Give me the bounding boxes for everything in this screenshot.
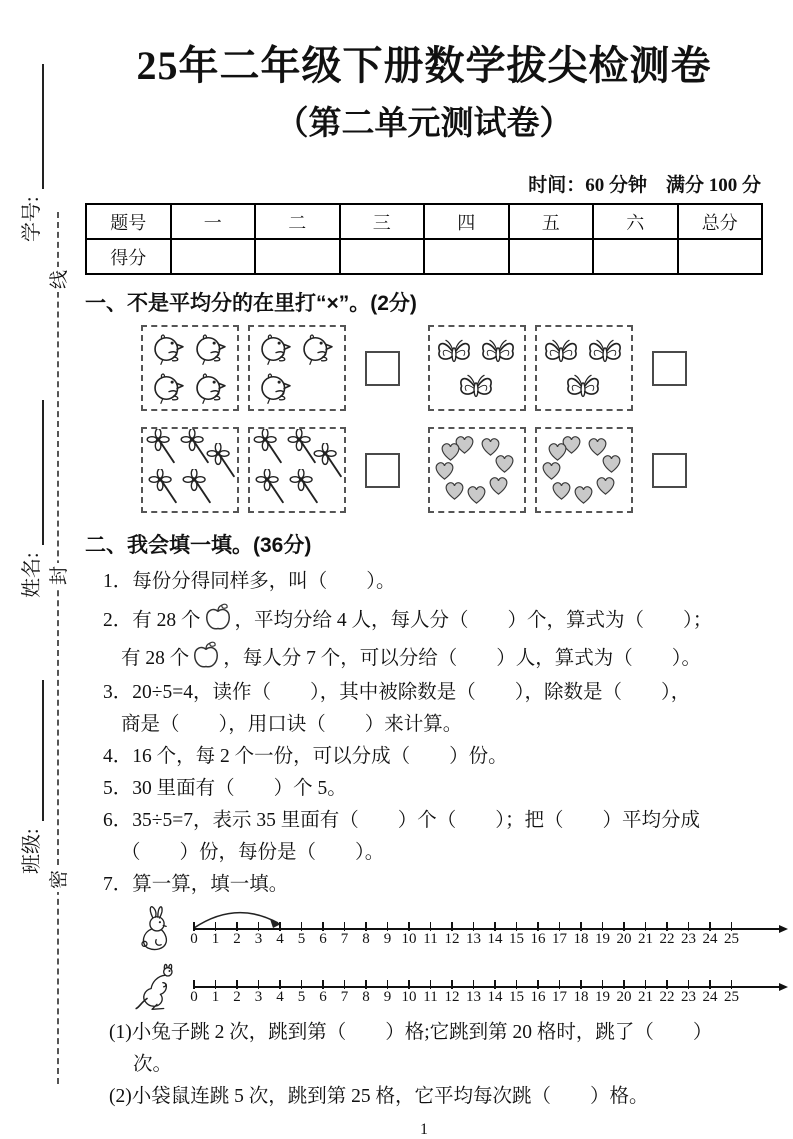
answer-box-birds [365, 351, 400, 386]
score-cell [255, 239, 340, 274]
number-line-tick: 3 [258, 973, 280, 1009]
heart-icon [443, 479, 466, 502]
number-line-tick: 2 [236, 915, 258, 951]
dashed-box-pinwheels-2 [248, 427, 346, 513]
student-name-blank [21, 400, 44, 545]
score-table-header-cell: 三 [340, 204, 425, 239]
number-line-tick: 8 [365, 915, 387, 951]
number-line-tick: 4 [279, 973, 301, 1009]
score-cell [424, 239, 509, 274]
score-cell [509, 239, 594, 274]
bird-icon [151, 370, 187, 406]
heart-icon [487, 474, 510, 497]
number-line-tick: 16 [537, 915, 559, 951]
score-table-header-cell: 五 [509, 204, 594, 239]
butterfly-icon [480, 334, 516, 370]
number-line-tick: 21 [645, 915, 667, 951]
apple-icon [203, 603, 233, 633]
number-line-tick: 21 [645, 973, 667, 1009]
page-title: 25年二年级下册数学拔尖检测卷 [136, 43, 712, 88]
number-line-tick: 22 [666, 915, 688, 951]
number-line-tick: 18 [580, 915, 602, 951]
sprite-row-2 [141, 427, 763, 513]
number-line-tick: 12 [451, 973, 473, 1009]
number-line-tick: 24 [709, 973, 731, 1009]
heart-icon [550, 479, 573, 502]
number-line-tick: 1 [215, 915, 237, 951]
number-line-tick: 6 [322, 973, 344, 1009]
question-2-line-1-pre: 2．有 28 个 [103, 610, 201, 631]
student-name-field [16, 400, 44, 598]
score-table-header-row [86, 204, 762, 239]
rabbit-icon [131, 903, 183, 953]
number-line-tick: 18 [580, 973, 602, 1009]
dashed-box-butterflies-2 [535, 325, 633, 411]
bird-icon [258, 331, 294, 367]
score-table-header-cell: 四 [424, 204, 509, 239]
seal-char-mi: 密 [46, 867, 73, 892]
number-line-kangaroo-track [190, 973, 767, 1009]
score-table-header-cell: 六 [593, 204, 678, 239]
number-line-tick: 3 [258, 915, 280, 951]
bird-icon [193, 370, 229, 406]
question-2-line-2-post: ，每人分 7 个，可以分给（ ）人，算式为（ ）。 [223, 648, 702, 669]
number-line-rabbit-track [190, 915, 767, 951]
dashed-box-birds-1 [141, 325, 239, 411]
number-line-tick: 17 [559, 915, 581, 951]
number-line-rabbit-track-wrap [190, 915, 767, 951]
number-line-tick: 5 [301, 973, 323, 1009]
number-line-tick: 7 [344, 973, 366, 1009]
number-line-tick: 5 [301, 915, 323, 951]
seal-dashed-line [57, 212, 59, 1084]
score-cell [340, 239, 425, 274]
sprite-group-pinwheels [141, 427, 400, 513]
question-7-sub-1-line-2: 次。 [133, 1054, 173, 1075]
number-line-tick: 20 [623, 973, 645, 1009]
student-name-label: 姓名: [21, 552, 43, 598]
answer-box-hearts [652, 453, 687, 488]
number-line-tick: 14 [494, 973, 516, 1009]
page-number: 1 [420, 1121, 428, 1138]
score-cell [593, 239, 678, 274]
exam-paper [85, 0, 763, 1139]
student-class-field [16, 680, 44, 874]
score-table [85, 203, 763, 275]
score-cell [171, 239, 256, 274]
number-line-tick: 15 [516, 915, 538, 951]
score-label-cell: 得分 [86, 239, 171, 274]
number-line-tick: 20 [623, 915, 645, 951]
pinwheel-icon [254, 469, 289, 504]
number-line-tick: 7 [344, 915, 366, 951]
number-line-tick: 15 [516, 973, 538, 1009]
question-6-line-1: 6．35÷5=7，表示 35 里面有（ ）个（ ）；把（ ）平均分成 [103, 810, 700, 831]
pinwheel-icon [252, 429, 287, 464]
number-line-tick: 2 [236, 973, 258, 1009]
number-line-tick: 13 [473, 973, 495, 1009]
score-table-score-row [86, 239, 762, 274]
pinwheel-icon [288, 469, 323, 504]
score-table-header-cell: 总分 [678, 204, 763, 239]
score-table-header-cell: 二 [255, 204, 340, 239]
question-7-sub-1-line-1: (1)小兔子跳 2 次，跳到第（ ）格;它跳到第 20 格时，跳了（ ） [109, 1022, 713, 1043]
student-class-label: 班级: [21, 828, 43, 874]
number-line-kangaroo-track-wrap [190, 973, 767, 1009]
number-line-tick: 16 [537, 973, 559, 1009]
bird-icon [151, 331, 187, 367]
question-3-line-2: 商是（ ），用口诀（ ）来计算。 [121, 714, 463, 735]
question-2-line-2 [121, 637, 763, 675]
question-6-line-2: （ ）份，每份是（ ）。 [121, 842, 385, 863]
sprite-group-hearts [428, 427, 687, 513]
answer-box-butterflies [652, 351, 687, 386]
butterfly-icon [543, 334, 579, 370]
number-line-tick: 10 [408, 915, 430, 951]
number-line-tick: 19 [602, 915, 624, 951]
number-line-tick: 14 [494, 915, 516, 951]
dashed-box-hearts-2 [535, 427, 633, 513]
sprite-group-butterflies [428, 325, 687, 411]
heart-icon [493, 452, 516, 475]
student-id-field [16, 64, 44, 242]
seal-char-line: 线 [46, 267, 73, 292]
number-line-tick: 23 [688, 915, 710, 951]
number-line-rabbit [131, 907, 763, 957]
number-line-tick: 25 [731, 915, 753, 951]
student-id-label: 学号: [21, 196, 43, 242]
number-line-tick: 11 [430, 915, 452, 951]
number-line-tick: 22 [666, 973, 688, 1009]
bird-icon [193, 331, 229, 367]
number-line-tick: 11 [430, 973, 452, 1009]
butterfly-icon [587, 334, 623, 370]
section-one-title: 一、不是平均分的在里打“×”。(2分) [85, 292, 417, 315]
question-7: 7．算一算，填一填。 [103, 874, 289, 895]
heart-icon [600, 452, 623, 475]
bird-icon [300, 331, 336, 367]
number-line-tick: 10 [408, 973, 430, 1009]
number-line-tick: 9 [387, 915, 409, 951]
number-line-tick: 4 [279, 915, 301, 951]
question-2-line-1-post: ，平均分给 4 人，每人分（ ）个，算式为（ ）； [234, 610, 713, 631]
sprite-row-1 [141, 325, 763, 411]
butterfly-icon [458, 369, 494, 405]
number-line-tick: 1 [215, 973, 237, 1009]
dashed-box-butterflies-1 [428, 325, 526, 411]
time-score-meta: 时间：60 分钟 满分 100 分 [528, 175, 761, 196]
number-line-tick: 9 [387, 973, 409, 1009]
number-line-tick: 8 [365, 973, 387, 1009]
page-subtitle: （第二单元测试卷） [275, 106, 573, 142]
heart-icon [572, 483, 595, 506]
question-2-line-1 [103, 599, 763, 637]
number-line-tick: 23 [688, 973, 710, 1009]
score-table-header-cell: 题号 [86, 204, 171, 239]
number-line-tick: 17 [559, 973, 581, 1009]
number-line-kangaroo [131, 965, 763, 1015]
butterfly-icon [565, 369, 601, 405]
number-line-tick: 13 [473, 915, 495, 951]
number-line-tick: 12 [451, 915, 473, 951]
heart-icon [439, 440, 462, 463]
heart-icon [546, 440, 569, 463]
question-5: 5．30 里面有（ ）个 5。 [103, 778, 347, 799]
question-2-line-2-pre: 有 28 个 [121, 648, 190, 669]
section-two-title: 二、我会填一填。(36分) [85, 534, 312, 557]
pinwheel-icon [147, 469, 182, 504]
score-cell [678, 239, 763, 274]
bird-icon [258, 370, 294, 406]
score-table-header-cell: 一 [171, 204, 256, 239]
number-line-tick: 6 [322, 915, 344, 951]
question-1: 1．每份分得同样多，叫（ ）。 [103, 571, 396, 592]
question-3-line-1: 3．20÷5=4，读作（ ），其中被除数是（ ），除数是（ ）， [103, 682, 691, 703]
dashed-box-pinwheels-1 [141, 427, 239, 513]
butterfly-icon [436, 334, 472, 370]
heart-icon [594, 474, 617, 497]
number-line-tick: 19 [602, 973, 624, 1009]
pinwheel-icon [181, 469, 216, 504]
dashed-box-hearts-1 [428, 427, 526, 513]
student-id-blank [21, 64, 44, 189]
sprite-group-birds [141, 325, 400, 411]
seal-char-feng: 封 [46, 563, 73, 588]
answer-box-pinwheels [365, 453, 400, 488]
number-line-tick: 25 [731, 973, 753, 1009]
student-class-blank [21, 680, 44, 821]
apple-icon [191, 641, 221, 671]
kangaroo-icon [131, 961, 183, 1011]
number-line-tick: 24 [709, 915, 731, 951]
heart-icon [465, 483, 488, 506]
pinwheel-icon [145, 429, 180, 464]
dashed-box-birds-2 [248, 325, 346, 411]
question-7-sub-2: (2)小袋鼠连跳 5 次，跳到第 25 格，它平均每次跳（ ）格。 [109, 1086, 649, 1107]
question-4: 4．16 个，每 2 个一份，可以分成（ ）份。 [103, 746, 508, 767]
number-line-tick: 0 [193, 915, 215, 951]
number-line-tick: 0 [193, 973, 215, 1009]
